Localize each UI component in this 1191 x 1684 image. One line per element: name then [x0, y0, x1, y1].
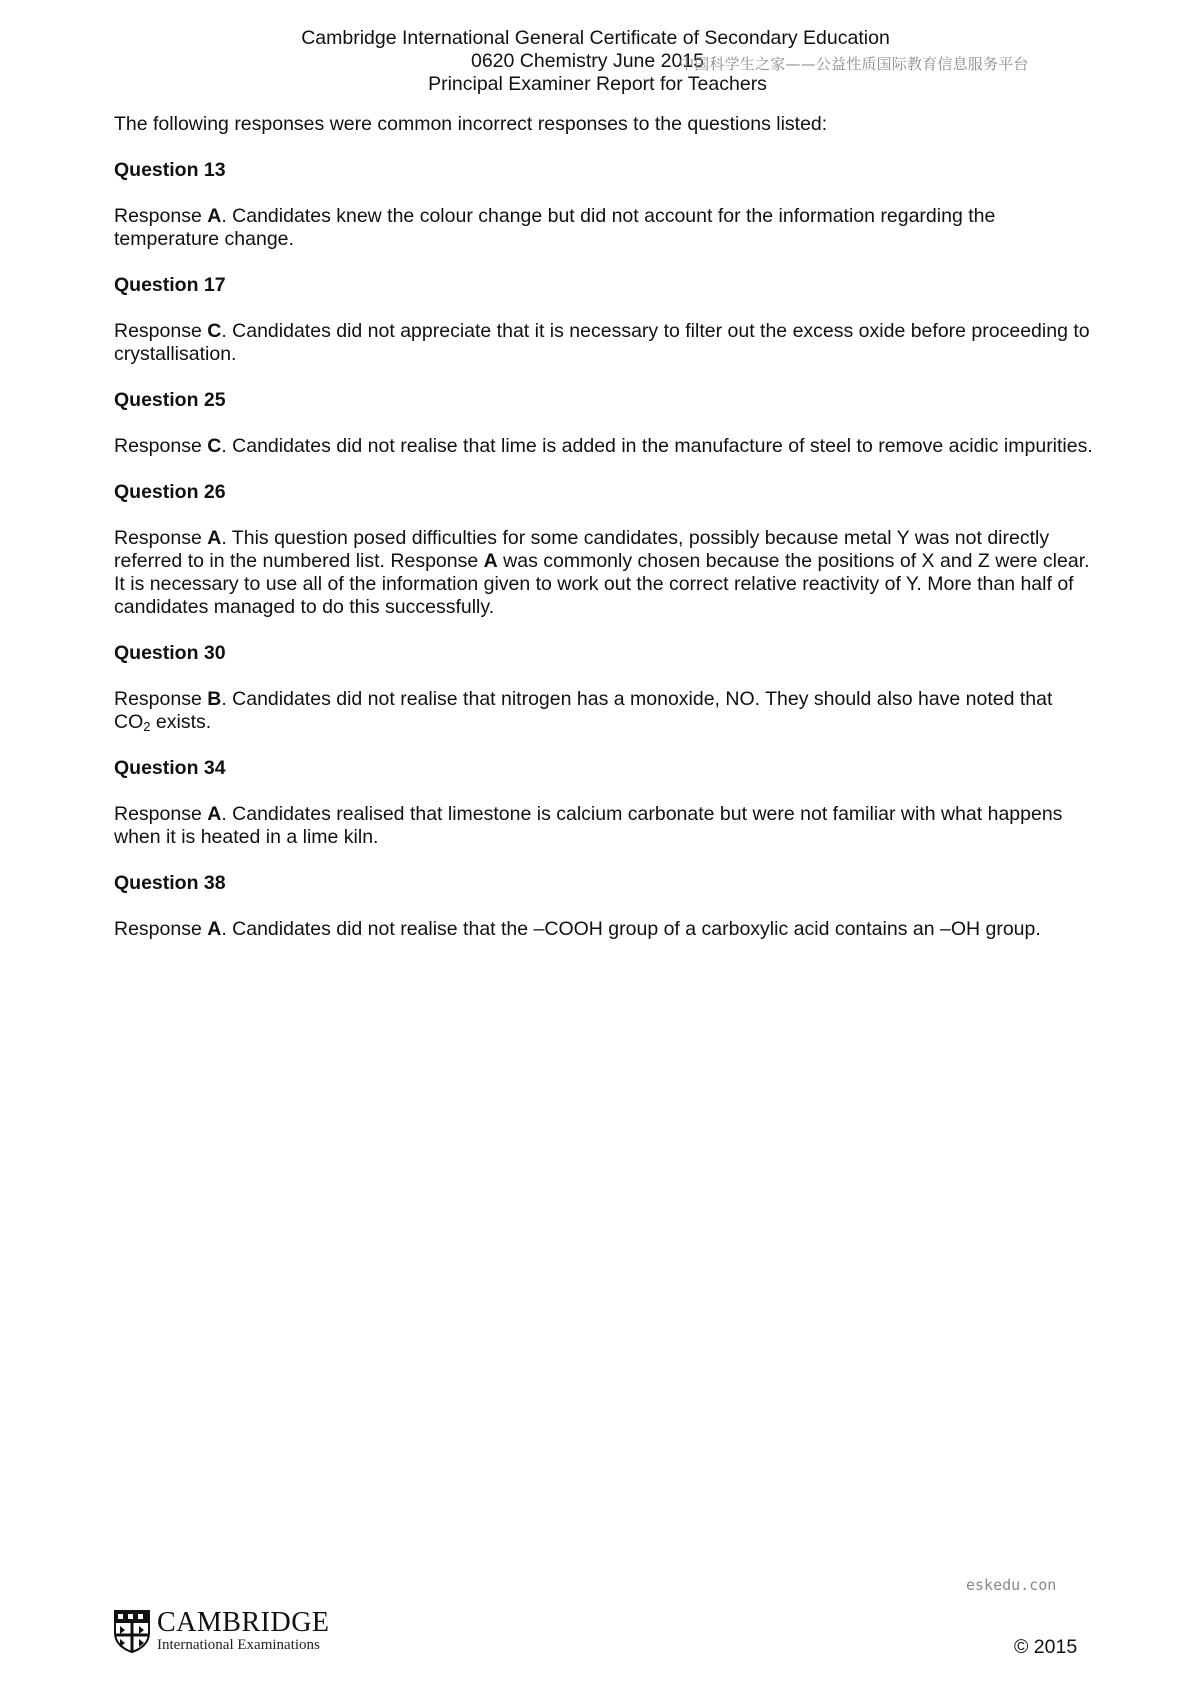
response-letter: C	[207, 435, 222, 457]
response-letter: A	[207, 205, 222, 227]
subscript: 2	[143, 719, 151, 734]
logo-subtitle: International Examinations	[157, 1637, 320, 1653]
response-text: Response C. Candidates did not realise that lime is added in the manufacture of steel to remove acidic impurities.	[114, 435, 1093, 457]
question-17-section	[114, 274, 1094, 366]
response-letter: A	[207, 918, 222, 940]
question-heading: Question 26	[114, 481, 226, 503]
question-heading: Question 17	[114, 274, 226, 296]
logo-name: CAMBRIDGE	[157, 1607, 330, 1638]
intro-text: The following responses were common incorrect responses to the questions listed:	[114, 113, 828, 135]
header-line-3: Principal Examiner Report for Teachers	[428, 73, 767, 95]
question-34-section	[114, 757, 1094, 849]
copyright: © 2015	[1014, 1636, 1078, 1658]
response-text: Response A. This question posed difficulties for some candidates, possibly because metal Y was not directly referred to in the numbered list. Response A was commonly chosen because the positions of X and Z were clear. It is necessary to use all of the information given to work out the correct relative reactivity of Y. More than half of candidates managed to do this successfully.	[114, 527, 1090, 618]
response-letter: B	[207, 688, 222, 710]
header-line-1: Cambridge International General Certificate of Secondary Education	[301, 27, 890, 49]
question-heading: Question 25	[114, 389, 226, 411]
cambridge-crest-icon	[113, 1609, 151, 1653]
response-letter: A	[207, 803, 222, 825]
cambridge-logo	[113, 1609, 330, 1653]
response-letter: A	[207, 527, 222, 549]
response-text: Response B. Candidates did not realise that nitrogen has a monoxide, NO. They should also have noted that $CO_2$ exists.	[114, 688, 1053, 734]
response-text: Response A. Candidates did not realise that the –COOH group of a carboxylic acid contains an –OH group.	[114, 918, 1041, 940]
response-letter: C	[207, 320, 222, 342]
question-heading: Question 30	[114, 642, 226, 664]
header-line-2: 0620 Chemistry June 2015	[470, 50, 705, 72]
question-30-section	[114, 642, 1094, 734]
response-text: Response A. Candidates knew the colour change but did not account for the information regarding the temperature change.	[114, 205, 996, 250]
header-watermark: 中国科学生之家——公益性质国际教育信息服务平台	[679, 55, 1029, 73]
question-25-section	[114, 389, 1094, 458]
footer-watermark: eskedu.con	[966, 1576, 1057, 1594]
question-13-section	[114, 159, 1094, 251]
response-letter: A	[483, 550, 498, 572]
question-heading: Question 34	[114, 757, 226, 779]
question-38-section	[114, 872, 1094, 941]
question-26-section	[114, 481, 1094, 619]
response-text: Response A. Candidates realised that limestone is calcium carbonate but were not familiar with what happens when it is heated in a lime kiln.	[114, 803, 1063, 848]
report-body	[114, 113, 1094, 964]
response-text: Response C. Candidates did not appreciate that it is necessary to filter out the excess oxide before proceeding to crystallisation.	[114, 320, 1090, 365]
question-heading: Question 38	[114, 872, 226, 894]
question-heading: Question 13	[114, 159, 226, 181]
